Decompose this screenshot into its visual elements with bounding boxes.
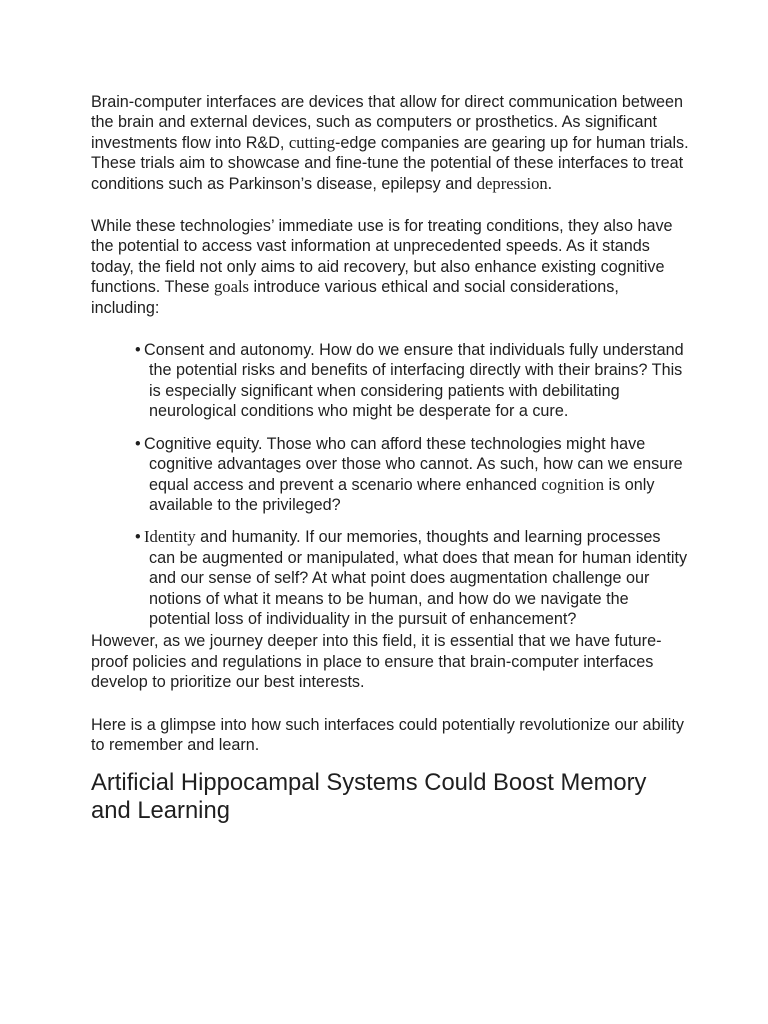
text-run-serif: goals (213, 277, 250, 297)
section-heading: Artificial Hippocampal Systems Could Boost Memory and Learning (91, 769, 647, 825)
text-run-serif: . (547, 173, 552, 193)
text-run: -edge companies are gearing up for human trials. These trials aim to showcase and fine-tune the potential of these interfaces to treat conditions such as Parkinson’s disease, epilepsy and (91, 133, 689, 193)
bullet-icon: • (135, 528, 141, 547)
list-item-consent (91, 340, 691, 422)
list-item-text: Cognitive equity. Those who can afford these technologies might have cognitive advantages over those who cannot. As such, how can we ensure equal access and prevent a scenario where enhanced (144, 434, 683, 494)
list-item-text-serif: cognition (541, 474, 605, 494)
list-item-text: Consent and autonomy. How do we ensure that individuals fully understand the potential risks and benefits of interfacing directly with their brains? This is especially significant when considering patients with debilitating neurological conditions who might be desperate for a cure. (144, 341, 684, 421)
document-page (91, 92, 691, 825)
text-run: While these technologies’ immediate use is for treating conditions, they also have the potential to access vast information at unprecedented speeds. As it stands today, the field not only aims to aid recovery, but also enhance existing cognitive functions. These (91, 217, 673, 297)
policy-paragraph: However, as we journey deeper into this field, it is essential that we have future-proof policies and regulations in place to ensure that brain-computer interfaces develop to prioritize our best interests. (91, 632, 662, 692)
list-item-equity (91, 434, 691, 516)
list-item-text: is only available to the privileged? (149, 475, 655, 514)
bullet-icon: • (135, 434, 141, 453)
glimpse-paragraph: Here is a glimpse into how such interfaces could potentially revolutionize our ability to remember and learn. (91, 715, 684, 754)
intro-paragraph (91, 92, 691, 194)
text-run: Brain-computer interfaces are devices that allow for direct communication between the brain and external devices, such as computers or prosthetics. As significant investments flow into R&D, (91, 93, 684, 152)
list-item-identity (91, 527, 691, 629)
text-run-serif: cutting (288, 132, 336, 152)
text-run: introduce various ethical and social considerations, including: (91, 278, 619, 317)
considerations-list (91, 340, 691, 629)
considerations-paragraph (91, 216, 691, 318)
list-item-text-serif: Identity (144, 527, 196, 547)
text-run-serif: depression (476, 173, 548, 193)
list-item-text: and humanity. If our memories, thoughts and learning processes can be augmented or manipulated, what does that mean for human identity and our sense of self? At what point does augmentation challenge our notions of what it means to be human, and how do we navigate the potential loss of individuality in the pursuit of enhancement? (149, 528, 688, 628)
bullet-icon: • (135, 341, 141, 360)
